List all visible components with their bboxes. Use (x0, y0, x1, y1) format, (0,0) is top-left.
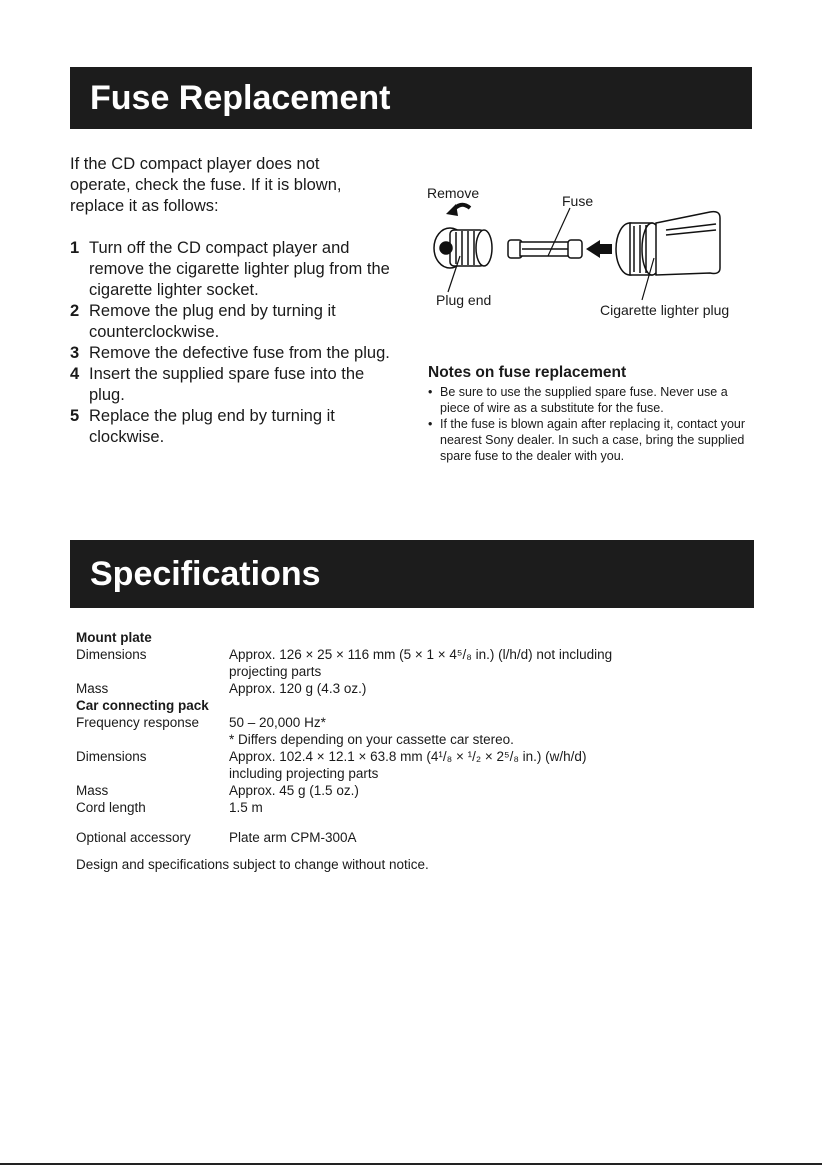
car-connecting-pack-heading (76, 697, 776, 714)
step-text: Replace the plug end by turning it clockwise. (89, 407, 335, 446)
spec-row (76, 829, 776, 846)
spec-heading: Mount plate (76, 630, 152, 645)
plug-end-label: Plug end (436, 292, 492, 308)
spec-label: Cord length (76, 800, 146, 815)
fuse-diagram (420, 180, 760, 320)
cigarette-lighter-plug-label: Cigarette lighter plug (600, 302, 730, 318)
step-4 (70, 364, 390, 406)
spec-row (76, 680, 776, 697)
specifications-heading (70, 540, 754, 608)
fuse-notes (428, 364, 758, 464)
spec-value: 50 – 20,000 Hz* (229, 715, 326, 730)
spec-footnote: * Differs depending on your cassette car stereo. (229, 732, 514, 747)
plug-end-icon (434, 228, 492, 268)
step-3 (70, 343, 390, 364)
spec-value: Approx. 126 × 25 × 116 mm (5 × 1 × 4⁵/₈ in.) (l/h/d) not including (229, 647, 613, 662)
spec-value: Approx. 120 g (4.3 oz.) (229, 681, 367, 696)
spec-label: Dimensions (76, 647, 147, 662)
spec-label: Optional accessory (76, 830, 191, 845)
fuse-steps-list (70, 238, 390, 448)
step-1 (70, 238, 390, 301)
notes-list (428, 384, 758, 464)
spec-value: Approx. 102.4 × 12.1 × 63.8 mm (4¹/₈ × ¹/₂ × 2⁵/₈ in.) (w/h/d) (229, 749, 587, 764)
step-text: Insert the supplied spare fuse into the plug. (89, 365, 365, 404)
spec-value: 1.5 m (229, 800, 263, 815)
mount-plate-heading (76, 629, 776, 646)
fuse-label: Fuse (562, 193, 594, 209)
spec-label: Dimensions (76, 749, 147, 764)
step-text: Remove the plug end by turning it counterclockwise. (89, 302, 336, 341)
step-text: Remove the defective fuse from the plug. (89, 344, 390, 362)
spec-row (76, 782, 776, 799)
remove-arrow-head-icon (446, 204, 458, 216)
spec-row (76, 663, 776, 680)
spec-value: projecting parts (229, 664, 322, 679)
step-number: 4 (70, 365, 80, 383)
spec-label: Frequency response (76, 715, 200, 730)
page-bottom-rule (0, 1163, 822, 1165)
insert-arrow-icon (586, 240, 612, 258)
spec-notice: Design and specifications subject to change without notice. (76, 857, 429, 872)
spec-value: Approx. 45 g (1.5 oz.) (229, 783, 359, 798)
spec-row (76, 714, 776, 731)
spec-row (76, 765, 776, 782)
specifications-title: Specifications (90, 555, 321, 593)
spec-row (76, 731, 776, 748)
remove-label: Remove (427, 185, 480, 201)
step-2 (70, 301, 390, 343)
spec-value: including projecting parts (229, 766, 379, 781)
specifications-list (76, 629, 776, 873)
step-number: 3 (70, 344, 80, 362)
step-number: 5 (70, 407, 80, 425)
step-number: 2 (70, 302, 80, 320)
spec-value: Plate arm CPM-300A (229, 830, 357, 845)
step-text: Turn off the CD compact player and remove the cigarette lighter plug from the cigarette lighter socket. (89, 239, 390, 299)
spec-label: Mass (76, 681, 109, 696)
note-item: • Be sure to use the supplied spare fuse. Never use a piece of wire as a substitute for the fuse. (428, 384, 758, 416)
step-5 (70, 406, 390, 448)
spec-label: Mass (76, 783, 109, 798)
fuse-replacement-title: Fuse Replacement (90, 79, 391, 117)
cigarette-lighter-plug-icon (616, 212, 720, 275)
notes-title: Notes on fuse replacement (428, 364, 627, 381)
step-number: 1 (70, 239, 80, 257)
spec-row (76, 748, 776, 765)
fuse-intro-text: If the CD compact player does not operate, check the fuse. If it is blown, replace it as follows: (70, 155, 342, 215)
note-item: • If the fuse is blown again after replacing it, contact your nearest Sony dealer. In such a case, bring the supplied spare fuse to the dealer with you. (428, 416, 758, 464)
fuse-replacement-heading (70, 67, 752, 129)
spec-heading: Car connecting pack (76, 698, 209, 713)
fuse-icon (508, 240, 582, 258)
spec-row (76, 646, 776, 663)
spec-row (76, 799, 776, 816)
